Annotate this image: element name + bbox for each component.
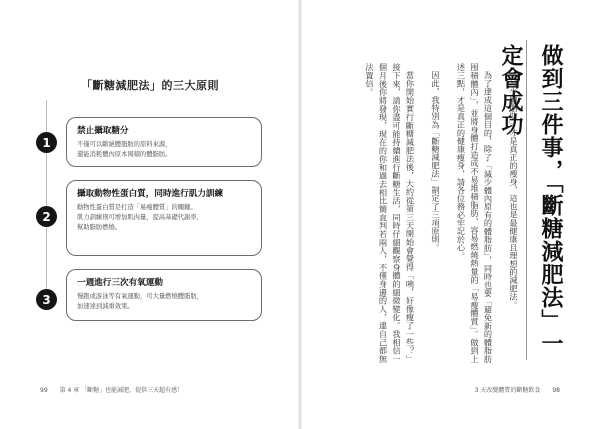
paragraph: 「減少體脂肪」才是真正的瘦身，這也是最健康且理想的減肥法。 <box>509 71 519 309</box>
right-page-number: 98 <box>552 387 560 394</box>
principle-title-2: 攝取動物性蛋白質，同時進行肌力訓練 <box>77 189 224 199</box>
principle-card-2 <box>66 180 262 256</box>
principle-text-line: 不僅可以斷絕體脂肪的原料來源， <box>77 141 172 148</box>
number-badge-2: 2 <box>36 206 57 227</box>
left-page-number: 99 <box>40 387 48 394</box>
number-badge-1: 1 <box>36 132 57 153</box>
principle-text-line: 加速達到減重效果。 <box>77 303 134 310</box>
number-badge-3: 3 <box>36 289 57 310</box>
principle-card-1 <box>66 117 262 167</box>
paragraph: 當你開始實行斷糖減肥法後，大約從第三天開始會覺得「咦，好像瘦了一些？」接下來，請你盡可能持續進行斷糖生活，同時仔細觀察身體的細微變化。我相信一個月後你將發現，現在的你和過去相比簡直判若兩人，不僅身邊的人，連自己都無法置信。 <box>365 63 416 363</box>
right-footer <box>430 385 560 394</box>
left-running-header: 第 4 章 「斷糖」也能減肥，提供三天超有感！ <box>59 387 184 394</box>
principle-title-3: 一週進行三次有氧運動 <box>77 278 163 288</box>
principle-text-line: 動物性蛋白質是打造「易瘦體質」的關鍵。 <box>77 204 197 211</box>
principle-text-line: 還能消耗體內原本囤積的體脂肪。 <box>77 151 172 158</box>
paragraph: 為了達成這個目的，除了「減少體內原有的體脂肪」，同時也要「避免新的體脂肪囤積體內」，並將身體打造成不易堆積脂肪、容易燃燒熱量的「易瘦體質」。做到上述三點，才是真正的健康瘦身，請各位務必牢記於心。 <box>456 63 494 363</box>
principle-text-line: 肌力訓練則可增加肌肉量，提高基礎代謝率， <box>77 214 203 221</box>
principle-title-1: 禁止攝取糖分 <box>77 126 129 136</box>
principle-text-line: 幫助脂肪燃燒。 <box>77 224 122 231</box>
principle-card-3 <box>66 269 262 321</box>
body-text <box>322 63 520 363</box>
left-footer <box>40 385 183 394</box>
paragraph: 因此，我特別為「斷糖減肥法」制定了三項原則。 <box>431 71 441 252</box>
chapter-title: 做到三件事，「斷糖減肥法」一定會成功 <box>498 44 563 355</box>
section-title: 「斷糖減肥法」的三大原則 <box>81 79 219 92</box>
principle-text-line: 慢跑或游泳等有氧運動，可大量燃燒體脂肪， <box>77 293 203 300</box>
book-gutter <box>298 0 302 429</box>
right-running-header: 3 天改變體質的斷糖飲食 <box>474 387 541 394</box>
